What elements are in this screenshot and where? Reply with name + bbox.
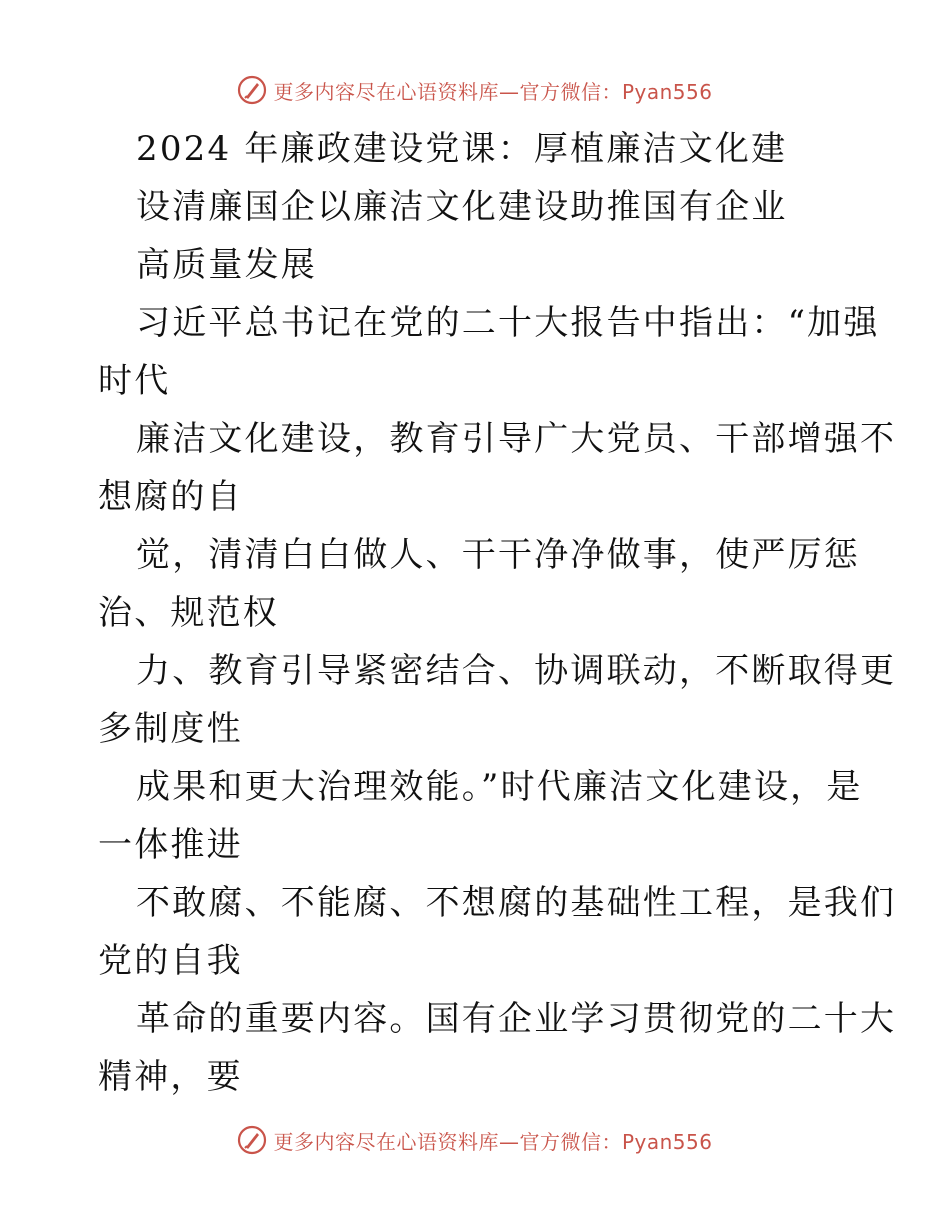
body-line: 革命的重要内容。国有企业学习贯彻党的二十大 — [136, 999, 897, 1039]
title-line: 设清廉国企以廉洁文化建设助推国有企业 — [136, 187, 788, 227]
footer-banner — [0, 1120, 950, 1160]
body-line: 力、教育引导紧密结合、协调联动，不断取得更 — [136, 651, 897, 691]
body-line: 党的自我 — [98, 941, 243, 981]
body-line: 廉洁文化建设，教育引导广大党员、干部增强不 — [136, 419, 897, 459]
body-line: 时代 — [98, 361, 171, 401]
header-banner-text[interactable]: 更多内容尽在心语资料库—官方微信：Pyan556 — [273, 79, 713, 104]
body-line: 一体推进 — [98, 825, 243, 865]
title-line: 高质量发展 — [136, 245, 317, 285]
header-banner — [0, 70, 950, 110]
body-line: 成果和更大治理效能。”时代廉洁文化建设，是 — [136, 767, 863, 807]
quill-pen-logo-icon — [237, 75, 267, 105]
body-line: 精神，要 — [98, 1057, 243, 1097]
footer-banner-text[interactable]: 更多内容尽在心语资料库—官方微信：Pyan556 — [273, 1129, 713, 1154]
quill-pen-logo-icon — [237, 1125, 267, 1155]
body-line: 习近平总书记在党的二十大报告中指出：“加强 — [136, 303, 880, 343]
body-line: 治、规范权 — [98, 593, 279, 633]
body-line: 想腐的自 — [98, 477, 243, 517]
body-line: 多制度性 — [98, 709, 243, 749]
body-line: 不敢腐、不能腐、不想腐的基础性工程，是我们 — [136, 883, 897, 923]
body-line: 觉，清清白白做人、干干净净做事，使严厉惩 — [136, 535, 860, 575]
document-body — [98, 120, 897, 1106]
title-line: 2024 年廉政建设党课：厚植廉洁文化建 — [136, 129, 788, 169]
